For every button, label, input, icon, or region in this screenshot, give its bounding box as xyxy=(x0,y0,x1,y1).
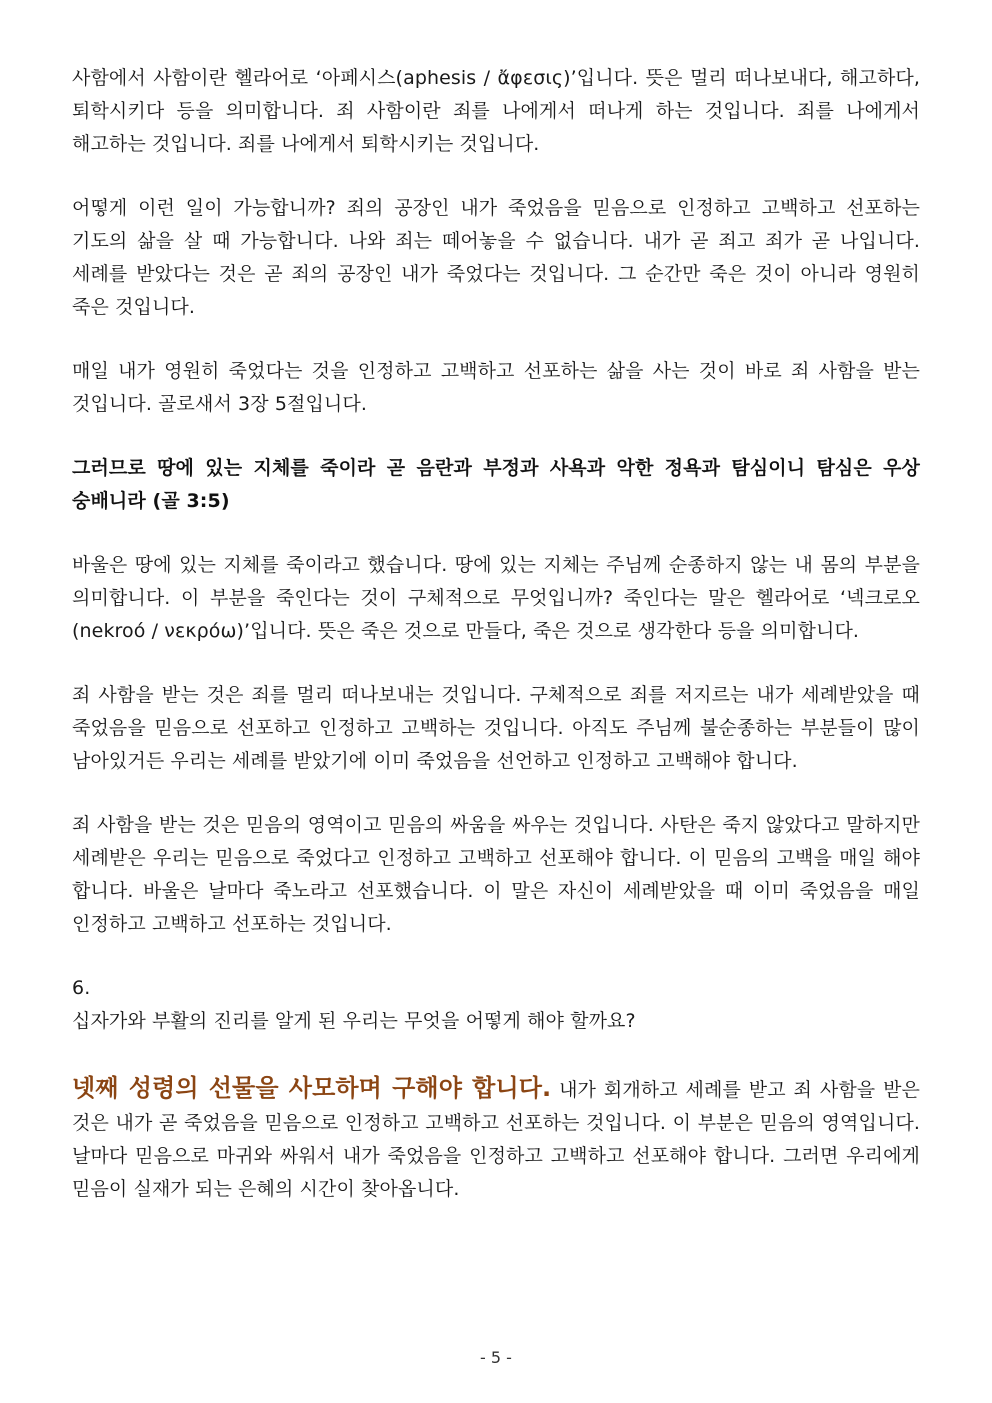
section-heading: 넷째 성령의 선물을 사모하며 구해야 합니다. xyxy=(72,1074,552,1102)
paragraph-nekroo: 바울은 땅에 있는 지체를 죽이라고 했습니다. 땅에 있는 지체는 주님께 순종하지 않는 내 몸의 부분을 의미합니다. 이 부분을 죽인다는 것이 구체적으로 무엇입니까? 죽인다는 말은 헬라어로 ‘넥크로오(nekroó / νεκρόω)’입니다. 뜻은 죽은 것으로 만들다, 죽은 것으로 생각한다 등을 의미합니다. xyxy=(72,554,920,642)
section-question-block xyxy=(72,972,920,1038)
document-body xyxy=(72,62,920,1206)
paragraph-fourth-point xyxy=(72,1072,920,1206)
page-number: - 5 - xyxy=(480,1348,512,1367)
section-question: 십자가와 부활의 진리를 알게 된 우리는 무엇을 어떻게 해야 할까요? xyxy=(72,1010,636,1032)
scripture-verse: 그러므로 땅에 있는 지체를 죽이라 곧 음란과 부정과 사욕과 악한 정욕과 탐심이니 탐심은 우상 숭배니라 (골 3:5) xyxy=(72,457,920,512)
paragraph-how-possible: 어떻게 이런 일이 가능합니까? 죄의 공장인 내가 죽었음을 믿음으로 인정하고 고백하고 선포하는 기도의 삶을 살 때 가능합니다. 나와 죄는 떼어놓을 수 없습니다. 내가 곧 죄고 죄가 곧 나입니다. 세례를 받았다는 것은 곧 죄의 공장인 내가 죽었다는 것입니다. 그 순간만 죽은 것이 아니라 영원히 죽은 것입니다. xyxy=(72,197,920,318)
paragraph-aphesis: 사함에서 사함이란 헬라어로 ‘아페시스(aphesis / ἄφεσις)’입니다. 뜻은 멀리 떠나보내다, 해고하다, 퇴학시키다 등을 의미합니다. 죄 사함이란 죄를 나에게서 떠나게 하는 것입니다. 죄를 나에게서 해고하는 것입니다. 죄를 나에게서 퇴학시키는 것입니다. xyxy=(72,67,920,155)
paragraph-fourth-point-body: 내가 회개하고 세례를 받고 죄 사함을 받은 것은 내가 곧 죽었음을 믿음으로 인정하고 고백하고 선포하는 것입니다. 이 부분은 믿음의 영역입니다. 날마다 믿음으로 마귀와 싸워서 내가 죽었음을 인정하고 고백하고 선포해야 합니다. 그러면 우리에게 믿음이 실재가 되는 은혜의 시간이 찾아옵니다. xyxy=(72,1079,920,1200)
section-number: 6. xyxy=(72,977,91,999)
paragraph-faith-battle: 죄 사함을 받는 것은 믿음의 영역이고 믿음의 싸움을 싸우는 것입니다. 사탄은 죽지 않았다고 말하지만 세례받은 우리는 믿음으로 죽었다고 인정하고 고백하고 선포해야 합니다. 이 믿음의 고백을 매일 해야 합니다. 바울은 날마다 죽노라고 선포했습니다. 이 말은 자신이 세례받았을 때 이미 죽었음을 매일 인정하고 고백하고 선포하는 것입니다. xyxy=(72,814,920,935)
paragraph-daily-confession: 매일 내가 영원히 죽었다는 것을 인정하고 고백하고 선포하는 삶을 사는 것이 바로 죄 사함을 받는 것입니다. 골로새서 3장 5절입니다. xyxy=(72,360,920,415)
paragraph-send-away-sin: 죄 사함을 받는 것은 죄를 멀리 떠나보내는 것입니다. 구체적으로 죄를 저지르는 내가 세례받았을 때 죽었음을 믿음으로 선포하고 인정하고 고백하는 것입니다. 아직도 주님께 불순종하는 부분들이 많이 남아있거든 우리는 세례를 받았기에 이미 죽었음을 선언하고 인정하고 고백해야 합니다. xyxy=(72,684,920,772)
